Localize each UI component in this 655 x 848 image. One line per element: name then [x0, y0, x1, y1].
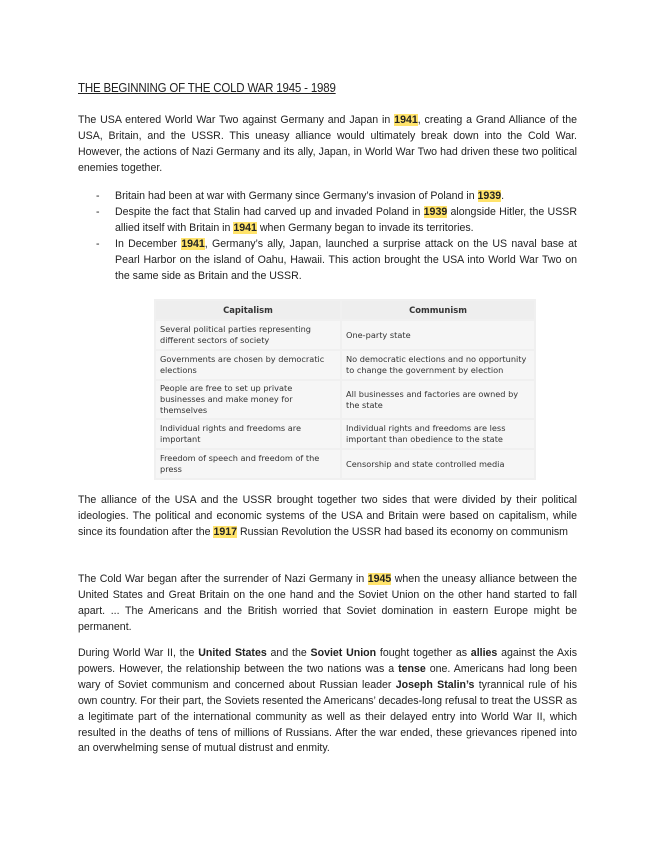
text: , Germany’s ally, Japan, launched a surprise attack on the US naval base at Pearl Harbor on the island of Oahu, Hawaii. This action brought the USA into World War Two on the same side as Britain and the USSR. [115, 237, 577, 282]
intro-paragraph [78, 113, 577, 177]
text: against the Axis powers. However, the relationship between the two nations was a [78, 647, 577, 675]
table-cell: People are free to set up private businesses and make money for themselves [156, 381, 340, 418]
text: Despite the fact that Stalin had carved up and invaded Poland in [115, 205, 424, 218]
table-cell: Individual rights and freedoms are less important than obedience to the state [342, 420, 534, 448]
bold-text: Soviet Union [310, 647, 377, 659]
bold-text: United States [198, 647, 267, 659]
year-highlight: 1941 [181, 237, 205, 250]
table-cell: No democratic elections and no opportunity to change the government by election [342, 351, 534, 379]
year-highlight: 1939 [423, 205, 448, 218]
table-header-row [156, 301, 534, 319]
table-cell: Governments are chosen by democratic elections [156, 351, 340, 379]
table-cell: Censorship and state controlled media [342, 450, 534, 478]
table-cell: Freedom of speech and freedom of the press [156, 450, 340, 478]
cold-war-start-paragraph [78, 572, 577, 636]
text: when Germany began to invade its territories. [256, 221, 474, 234]
year-highlight: 1945 [367, 573, 392, 585]
text: fought together as [376, 647, 471, 659]
table-row [156, 420, 534, 448]
year-highlight: 1939 [477, 190, 502, 202]
text: The Cold War began after the surrender of Nazi Germany in [78, 573, 368, 585]
bold-text: Joseph Stalin’s [395, 678, 475, 691]
table-row [156, 381, 534, 418]
text: one. Americans had long been wary of Soviet communism and concerned about Russian leader [78, 662, 578, 691]
text: . [501, 190, 505, 202]
text: Russian Revolution the USSR had based its economy on communism [237, 525, 568, 538]
text: The USA entered World War Two against Germany and Japan in [78, 114, 395, 126]
text: tyrannical rule of his own country. For their part, the Soviets resented the Americans’ decades-long refusal to treat the USSR as a legitimate part of the international community as well as their delayed entry into World War II, which resulted in the deaths of tens of millions of Russians. After the war ended, these grievances ripened into an overwhelming sense of mutual distrust and enmity. [78, 678, 577, 755]
text: alongside Hitler, the USSR allied itself with Britain in [115, 205, 577, 234]
text: when the uneasy alliance between the United States and Great Britain on the one hand and the Soviet Union on the other hand started to fall apart. ... The Americans and the British worried that Soviet domination in eastern Europe might be permanent. [78, 573, 577, 633]
table-cell: All businesses and factories are owned by the state [342, 381, 534, 418]
list-item: - Despite the fact that Stalin had carved up and invaded Poland in 1939 alongside Hitler, the USSR allied itself with Britain in 1941 when Germany began to invade its territories. [96, 205, 577, 234]
text: During World War II, the [78, 647, 199, 659]
comparison-table [154, 299, 536, 480]
year-highlight: 1941 [394, 114, 418, 126]
header-communism: Communism [342, 301, 534, 319]
text: Britain had been at war with Germany since Germany’s invasion of Poland in [115, 190, 478, 202]
bold-text: allies [470, 647, 498, 659]
table-row [156, 321, 534, 349]
table-row [156, 351, 534, 379]
year-highlight: 1941 [233, 221, 257, 234]
year-highlight: 1917 [213, 525, 238, 538]
table-cell: One-party state [342, 321, 534, 349]
text: The alliance of the USA and the USSR brought together two sides that were divided by their political ideologies. The political and economic systems of the USA and Britain were based on capitalism, while since its foundation after the [78, 494, 577, 538]
list-item: - In December 1941, Germany’s ally, Japan, launched a surprise attack on the US naval base at Pearl Harbor on the island of Oahu, Hawaii. This action brought the USA into World War Two on the same side as Britain and the USSR. [96, 237, 577, 282]
table-row [156, 450, 534, 478]
ideology-paragraph [78, 493, 577, 541]
bullet-list [78, 189, 577, 284]
text: and the [266, 647, 311, 659]
text: , creating a Grand Alliance of the USA, Britain, and the USSR. This uneasy alliance would ultimately break down into the Cold War. However, the actions of Nazi Germany and its ally, Japan, in World War Two had driven these two political enemies together. [78, 114, 577, 174]
table-cell: Individual rights and freedoms are important [156, 420, 340, 448]
list-item: - Britain had been at war with Germany since Germany’s invasion of Poland in 1939. [96, 190, 505, 202]
bold-text: tense [398, 662, 426, 675]
text: In December [115, 237, 182, 250]
header-capitalism: Capitalism [156, 301, 340, 319]
table-cell: Several political parties representing different sectors of society [156, 321, 340, 349]
page-title: THE BEGINNING OF THE COLD WAR 1945 - 1989 [78, 81, 336, 95]
wwii-relations-paragraph [78, 646, 577, 757]
